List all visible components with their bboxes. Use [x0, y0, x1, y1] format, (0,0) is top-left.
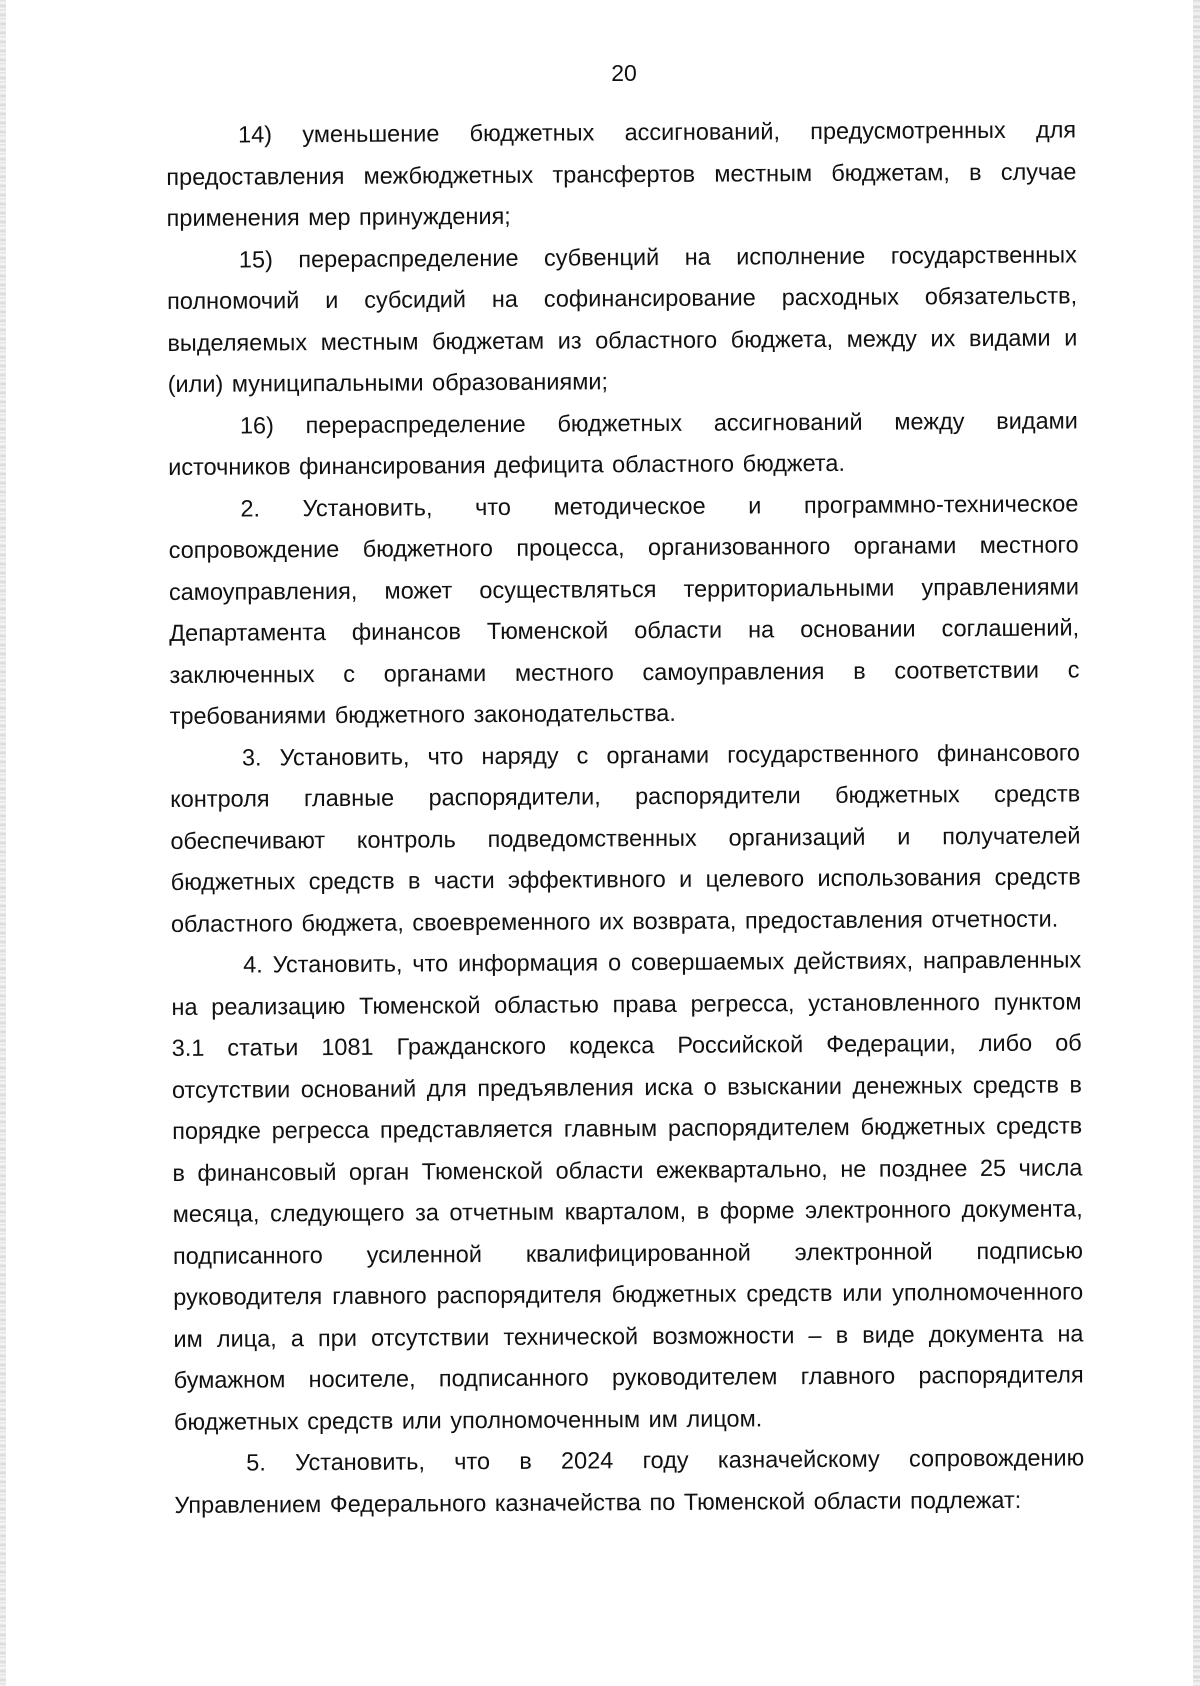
paragraph-clause-5: 5. Установить, что в 2024 году казначейскому сопровождению Управлением Федерального казначейства по Тюменской области подлежат: — [174, 1444, 1085, 1518]
paragraph-clause-3: 3. Установить, что наряду с органами государственного финансового контроля главные распорядители, распорядители бюджетных средств обеспечивают контроль подведомственных организаций и получателей бюджетных средств в части эффективного и целевого использования средств областного бюджета, своевременного их возврата, предоставления отчетности. — [170, 738, 1081, 937]
document-body — [166, 109, 1085, 1526]
paragraph-clause-4: 4. Установить, что информация о совершаемых действиях, направленных на реализацию Тюменской областью права регресса, установленного пунктом 3.1 статьи 1081 Гражданского кодекса Российской Федерации, либо об отсутствии оснований для предъявления иска о взыскании денежных средств в порядке регресса представляется главным распорядителем бюджетных средств в финансовый орган Тюменской области ежеквартально, не позднее 25 числа месяца, следующего за отчетным кварталом, в форме электронного документа, подписанного усиленной квалифицированной электронной подписью руководителя главного распорядителя бюджетных средств или уполномоченного им лица, а при отсутствии технической возможности – в виде документа на бумажном носителе, подписанного руководителем главного распорядителя бюджетных средств или уполномоченным им лицом. — [171, 946, 1084, 1435]
scan-edge-right — [1193, 0, 1200, 1686]
paragraph-clause-2: 2. Установить, что методическое и программно-техническое сопровождение бюджетного процесса, организованного органами местного самоуправления, может осуществляться территориальными управлениями Департамента финансов Тюменской области на основании соглашений, заключенных с органами местного самоуправления в соответствии с требованиями бюджетного законодательства. — [168, 489, 1080, 729]
paragraph-item-16: 16) перераспределение бюджетных ассигнований между видами источников финансирования дефицита областного бюджета. — [168, 406, 1078, 480]
paragraph-item-15: 15) перераспределение субвенций на исполнение государственных полномочий и субсидий на софинансирование расходных обязательств, выделяемых местным бюджетам из областного бюджета, между их видами и (или) муниципальными образованиями; — [167, 240, 1078, 397]
scan-edge-left — [0, 0, 6, 1686]
page-number: 20 — [611, 60, 637, 86]
paragraph-item-14: 14) уменьшение бюджетных ассигнований, предусмотренных для предоставления межбюджетных трансфертов местным бюджетам, в случае применения мер принуждения; — [166, 116, 1077, 231]
